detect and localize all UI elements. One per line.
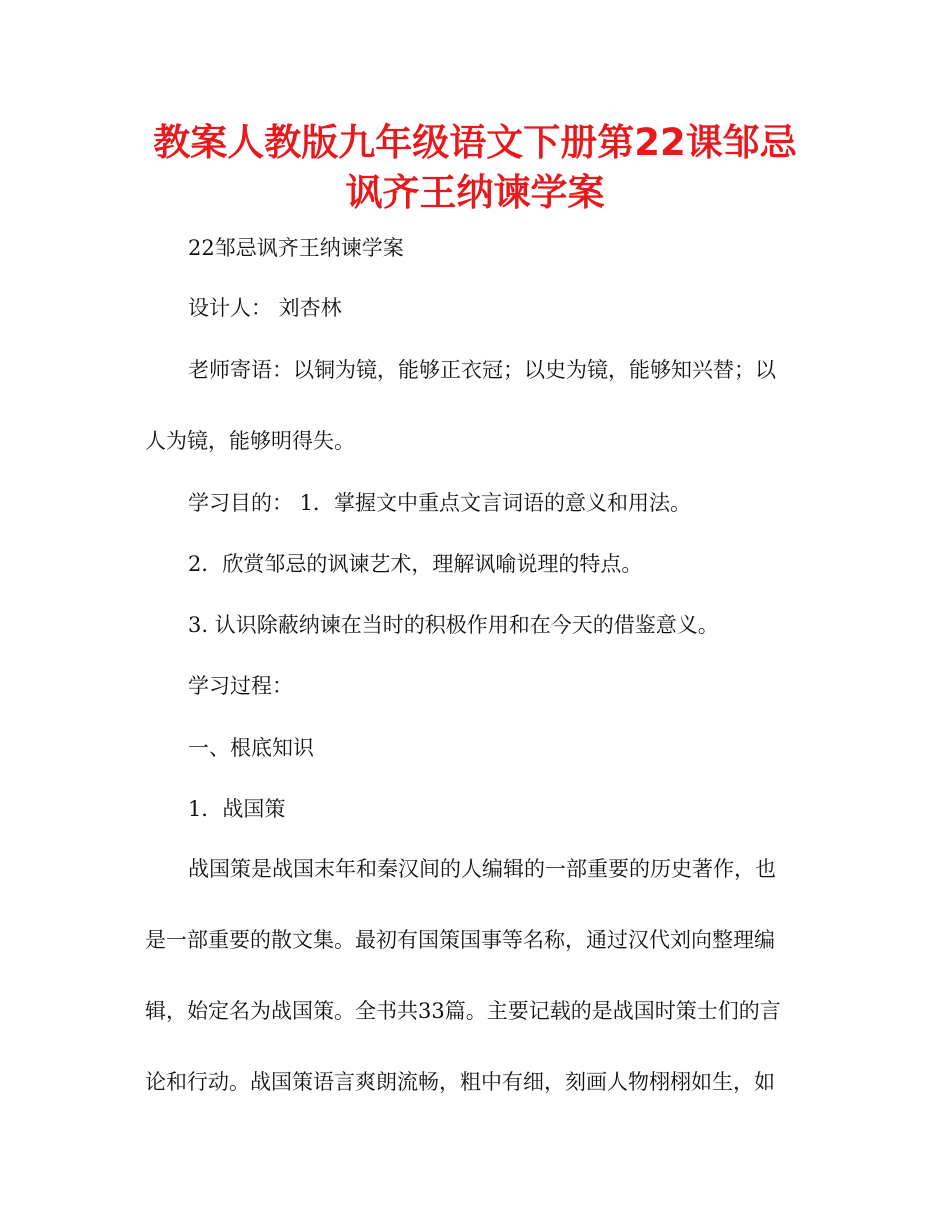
teacher-words-line-2: 人为镜，能够明得失。: [145, 429, 355, 453]
goal-2: 2．欣赏邹忌的讽谏艺术，理解讽喻说理的特点。: [188, 552, 643, 576]
designer-line: 设计人： 刘杏林: [188, 296, 342, 320]
body-line-3: 辑，始定名为战国策。全书共33篇。主要记载的是战国时策士们的言: [145, 999, 781, 1023]
teacher-words-line-1: 老师寄语：以铜为镜，能够正衣冠；以史为镜，能够知兴替；以: [188, 358, 776, 382]
title-line-1: 教案人教版九年级语文下册第22课邹忌: [153, 121, 797, 164]
body-line-1: 战国策是战国末年和秦汉间的人编辑的一部重要的历史著作，也: [188, 857, 776, 881]
body-line-4: 论和行动。战国策语言爽朗流畅，粗中有细，刻画人物栩栩如生，如: [145, 1070, 775, 1094]
section-1-heading: 一、根底知识: [188, 736, 314, 760]
goal-1: 学习目的： 1．掌握文中重点文言词语的意义和用法。: [188, 491, 692, 515]
item-1-heading: 1．战国策: [188, 797, 286, 821]
subtitle: 22邹忌讽齐王纳谏学案: [188, 236, 404, 260]
title-line-2: 讽齐王纳谏学案: [345, 171, 605, 214]
goal-3: 3. 认识除蔽纳谏在当时的积极作用和在今天的借鉴意义。: [188, 613, 719, 637]
process-heading: 学习过程：: [188, 674, 293, 698]
body-line-2: 是一部重要的散文集。最初有国策国事等名称，通过汉代刘向整理编: [145, 928, 775, 952]
document-title: [120, 118, 830, 218]
